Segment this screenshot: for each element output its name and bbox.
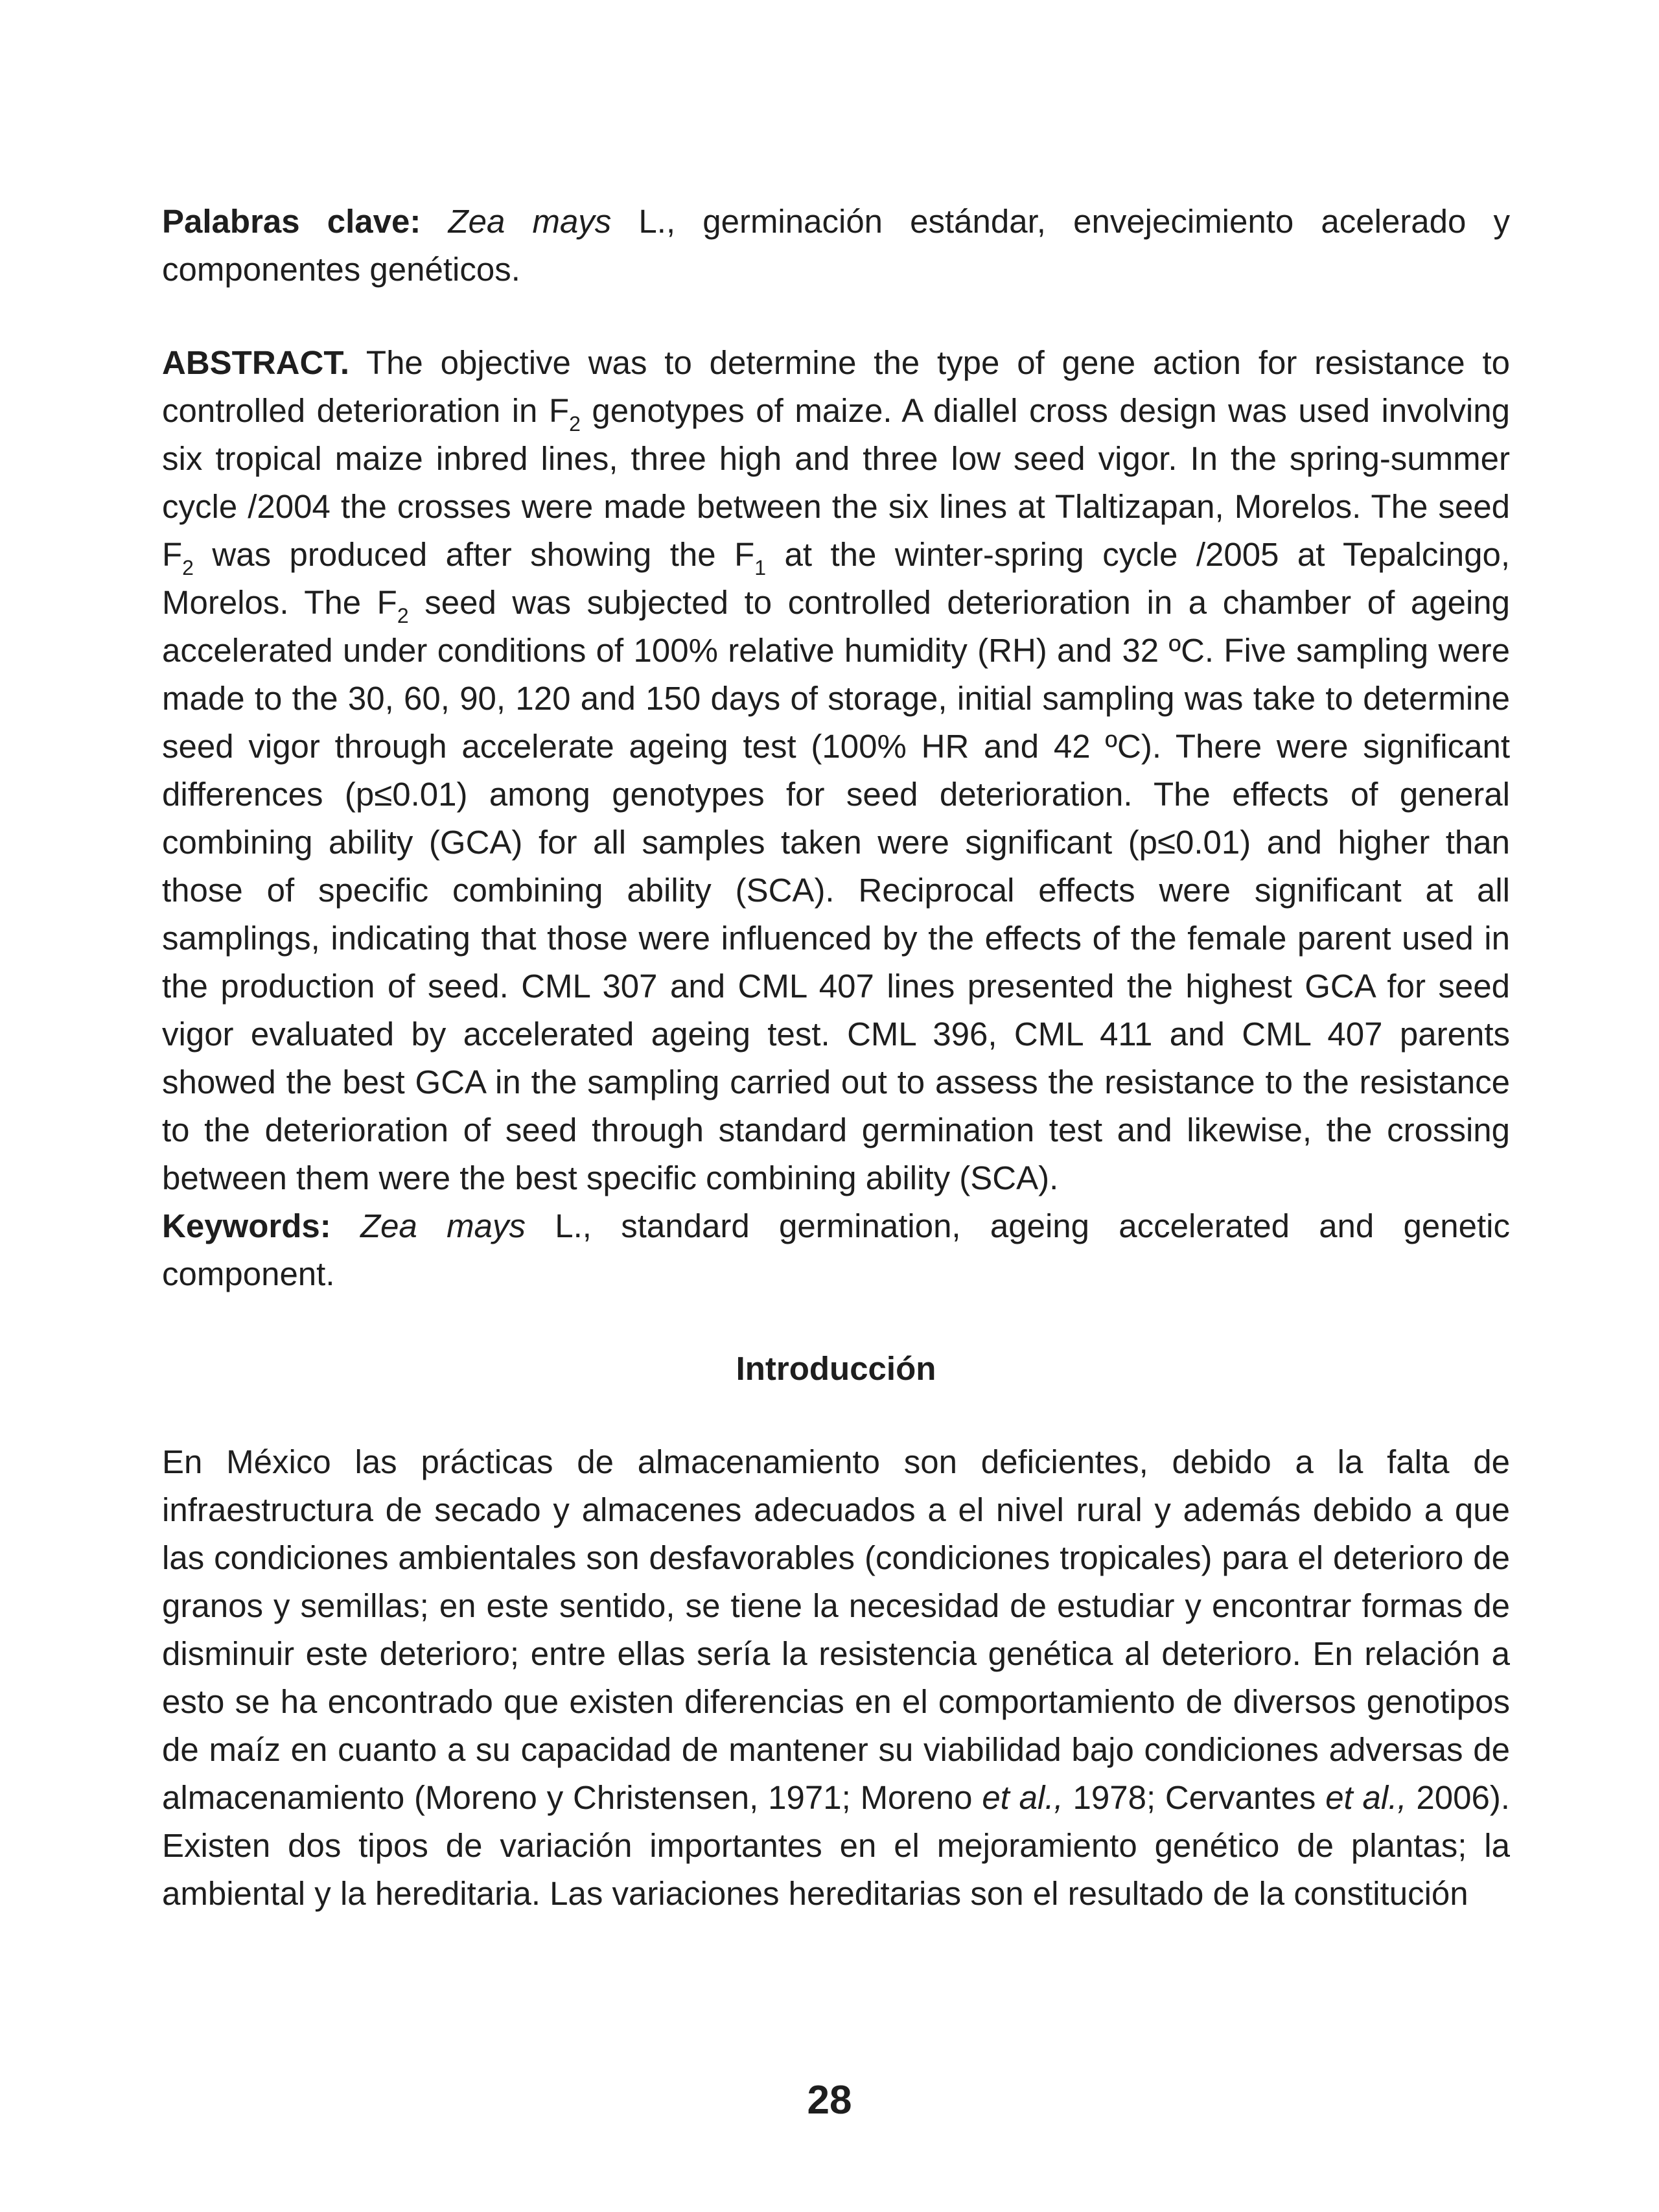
page-number: 28 [807,2078,852,2123]
keywords-text: L., standard germination, ageing accelerated and genetic component. [162,1207,1511,1292]
intro-text-3: 2006). Existen dos tipos de variación importantes en el mejoramiento genético de plantas; la ambiental y la hereditaria. Las variaciones hereditarias son el resultado de la constitución [162,1779,1510,1912]
palabras-clave-paragraph [162,198,1510,294]
intro-etal-2: et al., [1325,1779,1407,1816]
intro-etal-1: et al., [982,1779,1063,1816]
page-body [162,198,1510,1918]
abstract-text-4: at the winter-spring cycle /2005 at Tepalcingo, Morelos. The F [162,536,1510,621]
intro-text-1: En México las prácticas de almacenamiento son deficientes, debido a la falta de infraestructura de secado y almacenes adecuados a el nivel rural y además debido a que las condiciones ambientales son desfavorables (condiciones tropicales) para el deterioro de granos y semillas; en este sentido, se tiene la necesidad de estudiar y encontrar formas de disminuir este deterioro; entre ellas sería la resistencia genética al deterioro. En relación a esto se ha encontrado que existen diferencias en el comportamiento de diversos genotipos de maíz en cuanto a su capacidad de mantener su viabilidad bajo condiciones adversas de almacenamiento (Moreno y Christensen, 1971; Moreno [162,1443,1510,1816]
abstract-paragraph [162,339,1510,1298]
subscript-f1: 1 [754,556,767,579]
abstract-label: ABSTRACT. [162,344,349,381]
intro-text-2: 1978; Cervantes [1063,1779,1326,1816]
palabras-clave-label: Palabras clave: [162,203,421,240]
keywords-label: Keywords: [162,1207,331,1244]
subscript-f2-a: 2 [569,412,581,436]
subscript-f2-b: 2 [182,556,194,579]
abstract-text-1: The objective was to determine the type of gene action for resistance to controlled deterioration in F [162,344,1510,429]
keywords-species: Zea mays [360,1207,526,1244]
abstract-text-2: genotypes of maize. A diallel cross design was used involving six tropical maize inbred lines, three high and three low seed vigor. In the spring-summer cycle /2004 the crosses were made between the six lines at Tlaltizapan, Morelos. The seed F [162,392,1510,573]
abstract-text-3: was produced after showing the F [193,536,755,573]
section-heading-introduccion: Introducción [736,1350,936,1387]
subscript-f2-c: 2 [397,604,409,627]
palabras-clave-text: L., germinación estándar, envejecimiento acelerado y componentes genéticos. [162,203,1510,288]
abstract-text-5: seed was subjected to controlled deterioration in a chamber of ageing accelerated under conditions of 100% relative humidity (RH) and 32 ºC. Five sampling were made to the 30, 60, 90, 120 and 150 days of storage, initial sampling was take to determine seed vigor through accelerate ageing test (100% HR and 42 ºC). There were significant differences (p≤0.01) among genotypes for seed deterioration. The effects of general combining ability (GCA) for all samples taken were significant (p≤0.01) and higher than those of specific combining ability (SCA). Reciprocal effects were significant at all samplings, indicating that those were influenced by the effects of the female parent used in the production of seed. CML 307 and CML 407 lines presented the highest GCA for seed vigor evaluated by accelerated ageing test. CML 396, CML 411 and CML 407 parents showed the best GCA in the sampling carried out to assess the resistance to the resistance to the deterioration of seed through standard germination test and likewise, the crossing between them were the best specific combining ability (SCA). [162,584,1510,1196]
intro-paragraph [162,1438,1510,1918]
palabras-clave-species: Zea mays [448,203,612,240]
